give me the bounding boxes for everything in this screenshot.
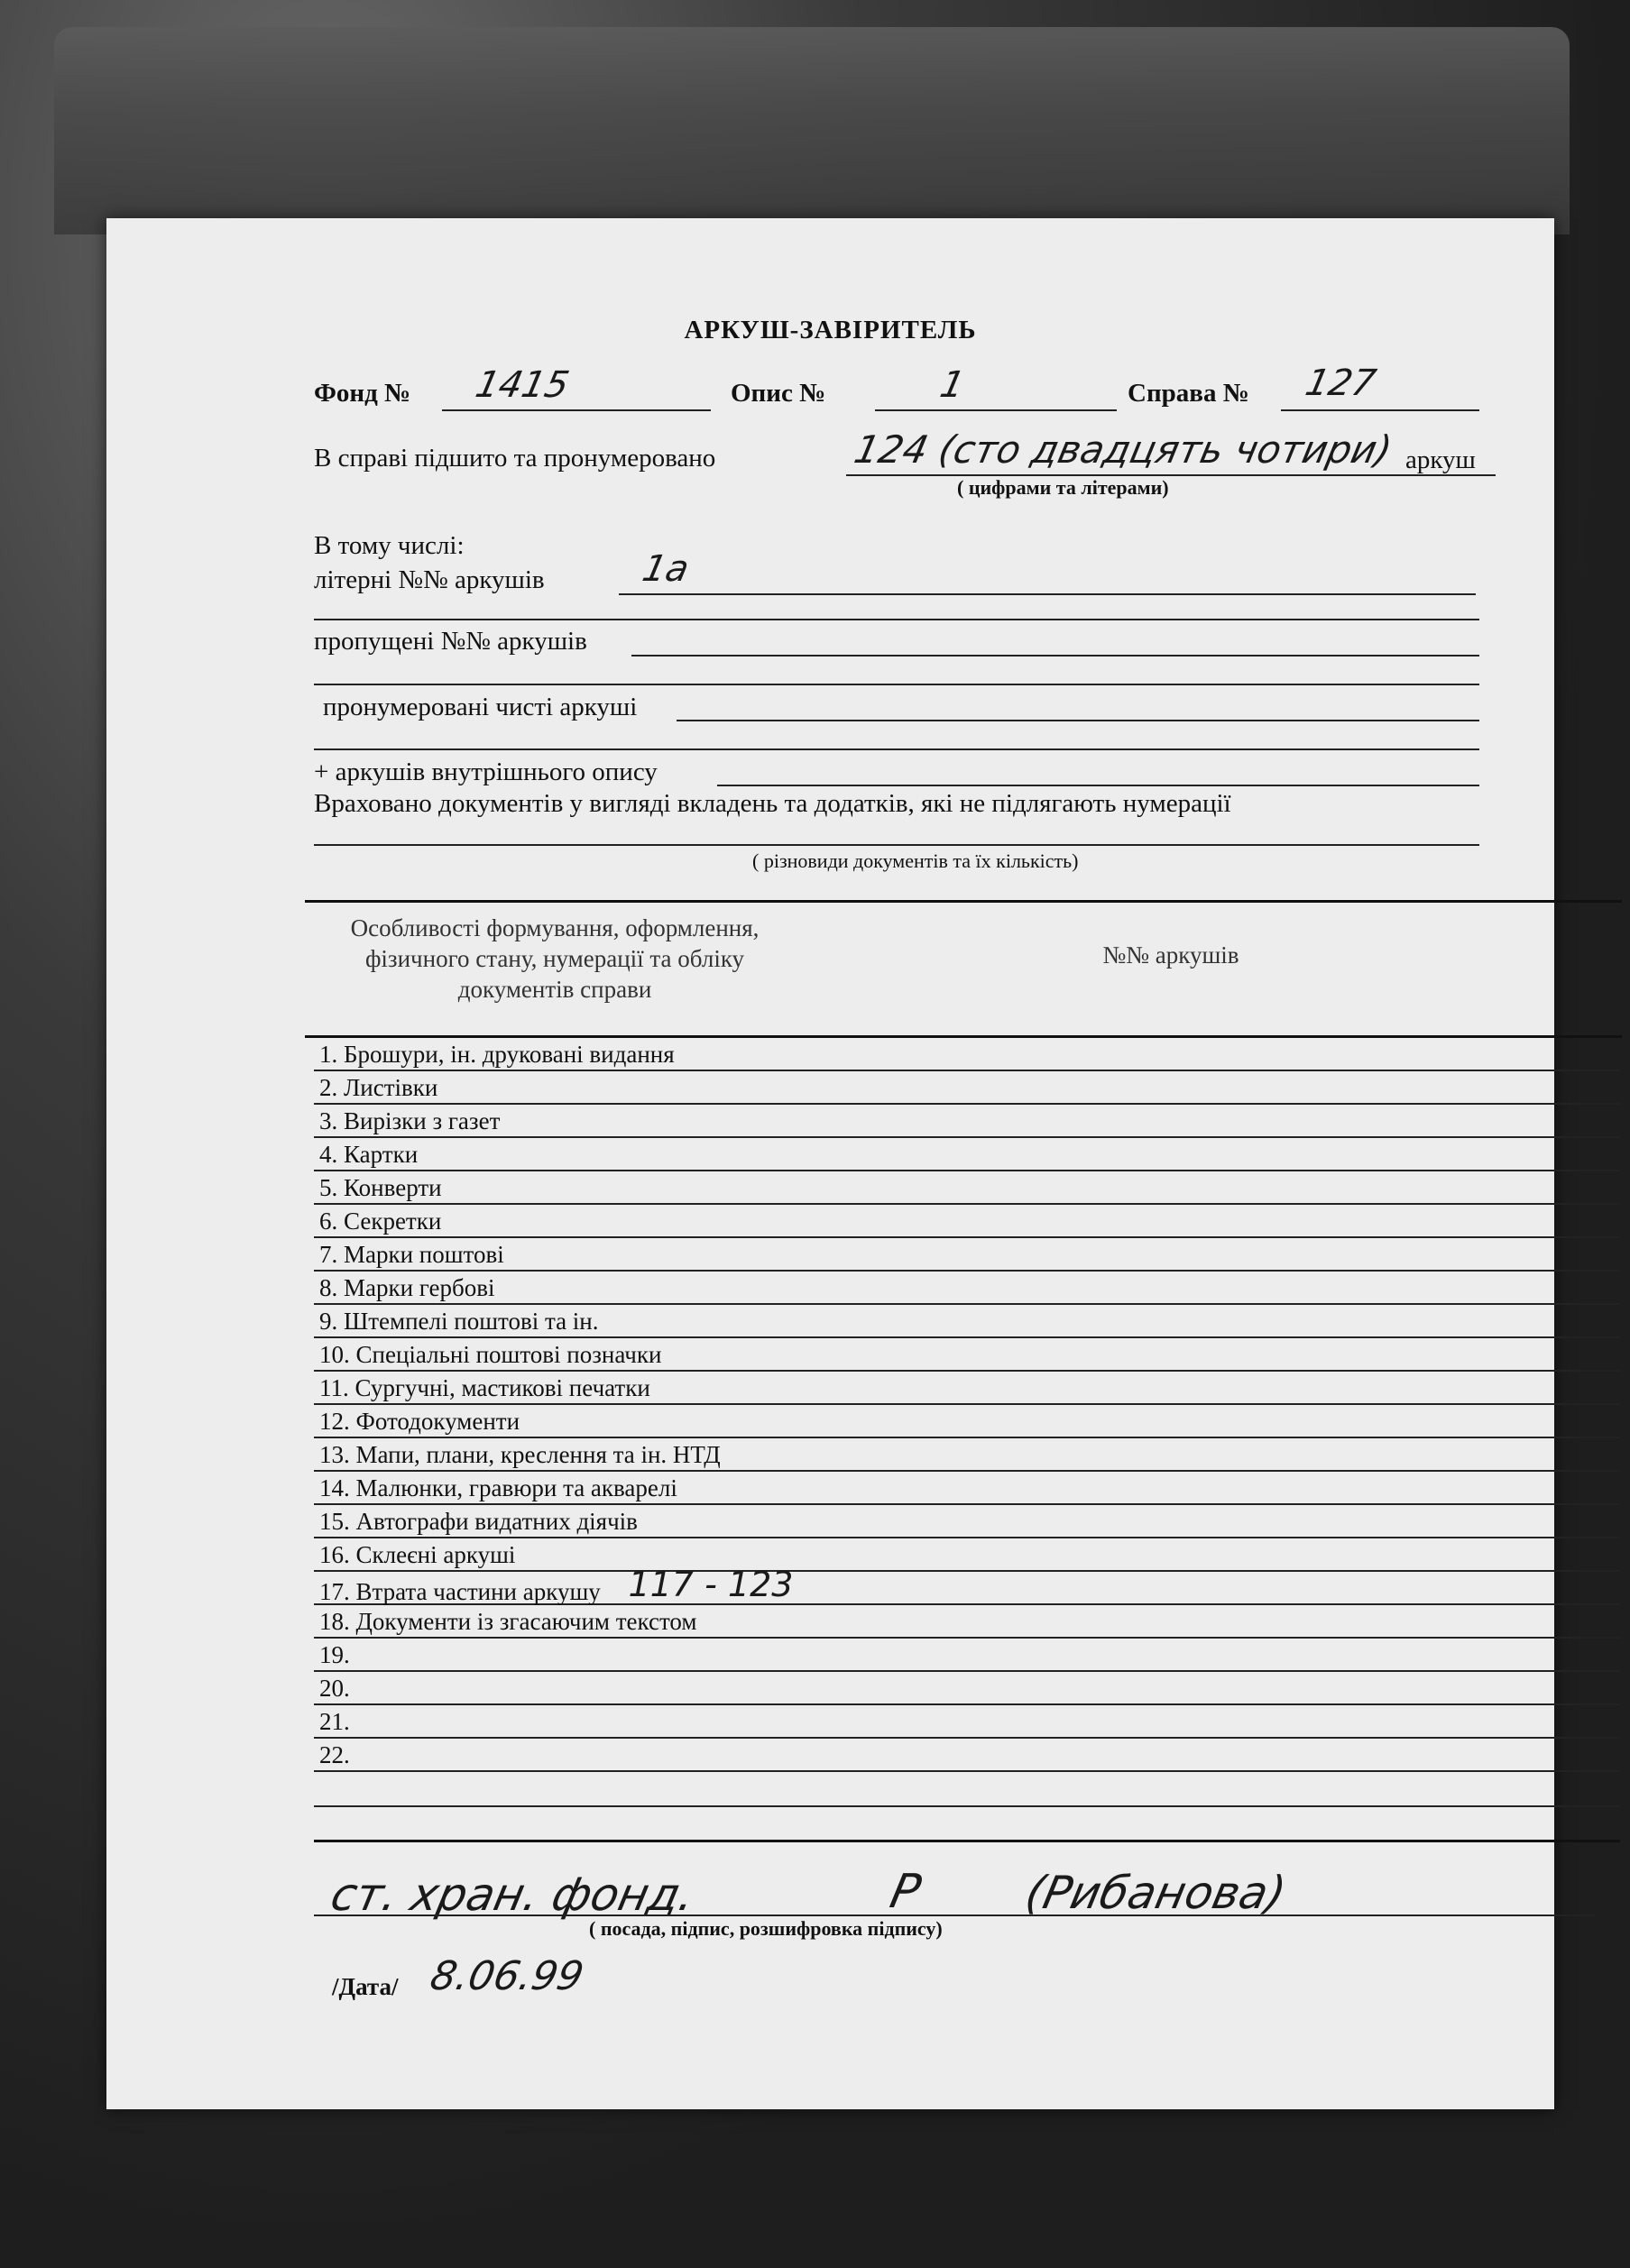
signature-position: ст. хран. фонд. [326, 1869, 700, 1921]
table-row: 4. Картки [314, 1138, 1620, 1171]
sprava-value: 127 [1302, 363, 1380, 404]
signature-mark: Р [885, 1865, 926, 1919]
col-sheets-header: №№ аркушів [1102, 941, 1239, 969]
table-row: 11. Сургучні, мастикові печатки [314, 1372, 1620, 1405]
table-row: 3. Вирізки з газет [314, 1105, 1620, 1138]
folder-edge [54, 27, 1570, 234]
sewn-label: В справі підшито та пронумеровано [314, 444, 716, 473]
signature-hint: ( посада, підпис, розшифровка підпису) [589, 1917, 943, 1940]
table-row: 17. Втрата частини аркушу 117 - 123 [314, 1572, 1620, 1605]
table-row: 20. [314, 1672, 1620, 1705]
table-row: 8. Марки гербові [314, 1272, 1620, 1305]
sewn-hint: ( цифрами та літерами) [957, 476, 1169, 499]
accounted-line [314, 844, 1479, 846]
form-sheet [106, 218, 1554, 2109]
table-row: 14. Малюнки, гравюри та акварелі [314, 1472, 1620, 1505]
opys-value: 1 [936, 364, 969, 406]
form-title: АРКУШ-ЗАВІРИТЕЛЬ [684, 316, 977, 344]
sprava-line [1281, 409, 1479, 411]
col-features-header: Особливості формування, оформлення, фізичного стану, нумерації та обліку документів справи [350, 914, 760, 1003]
extra-line-3 [314, 748, 1479, 750]
signature-name: (Рибанова) [1020, 1867, 1291, 1919]
fond-value: 1415 [472, 364, 573, 406]
opys-line [875, 409, 1117, 411]
sewn-value: 124 (сто двадцять чотири) [850, 427, 1396, 472]
internal-line [717, 785, 1479, 786]
table-row: 19. [314, 1639, 1620, 1672]
blank-label: пронумеровані чисті аркуші [323, 693, 638, 721]
signature-line [314, 1914, 1595, 1916]
letter-sheets-label: літерні №№ аркушів [314, 565, 545, 594]
letter-sheets-line [619, 593, 1476, 595]
table-row: 15. Автографи видатних діячів [314, 1505, 1620, 1538]
extra-line-1 [314, 619, 1479, 620]
extra-line-2 [314, 684, 1479, 685]
table-row: 22. [314, 1739, 1620, 1772]
letter-sheets-value: 1а [639, 548, 693, 590]
table-row: 2. Листівки [314, 1071, 1620, 1105]
sprava-label: Справа № [1128, 379, 1249, 408]
table-row: 16. Склеєні аркуші [314, 1538, 1620, 1572]
sewn-line [846, 474, 1496, 476]
table-row: 6. Секретки [314, 1205, 1620, 1238]
loss-sheets-value: 117 - 123 [628, 1565, 794, 1604]
table-row: 13. Мапи, плани, креслення та ін. НТД [314, 1438, 1620, 1472]
date-label: /Дата/ [332, 1973, 399, 2000]
table-row: 12. Фотодокументи [314, 1405, 1620, 1438]
blank-line [677, 720, 1479, 721]
accounted-hint: ( різновиди документів та їх кількість) [752, 849, 1079, 872]
table-row: 7. Марки поштові [314, 1238, 1620, 1272]
missing-line [631, 655, 1479, 657]
table-extra-line [314, 1805, 1620, 1807]
table-row: 10. Спеціальні поштові позначки [314, 1338, 1620, 1372]
table-row: 21. [314, 1705, 1620, 1739]
missing-label: пропущені №№ аркушів [314, 627, 587, 656]
table-top-rule [305, 900, 1622, 903]
table-row: 1. Брошури, ін. друковані видання [314, 1038, 1620, 1071]
date-value: 8.06.99 [426, 1953, 588, 1999]
accounted-label: Враховано документів у вигляді вкладень та додатків, які не підлягають нумерації [314, 789, 1231, 818]
fond-line [442, 409, 711, 411]
table-bottom-rule [314, 1840, 1620, 1842]
table-row: 18. Документи із згасаючим текстом [314, 1605, 1620, 1639]
sheets-word: аркуш [1405, 445, 1476, 474]
table-row: 5. Конверти [314, 1171, 1620, 1205]
fond-label: Фонд № [314, 379, 411, 408]
table-row: 9. Штемпелі поштові та ін. [314, 1305, 1620, 1338]
including-label: В тому числі: [314, 531, 465, 560]
internal-label: + аркушів внутрішнього опису [314, 758, 658, 786]
opys-label: Опис № [731, 379, 826, 408]
